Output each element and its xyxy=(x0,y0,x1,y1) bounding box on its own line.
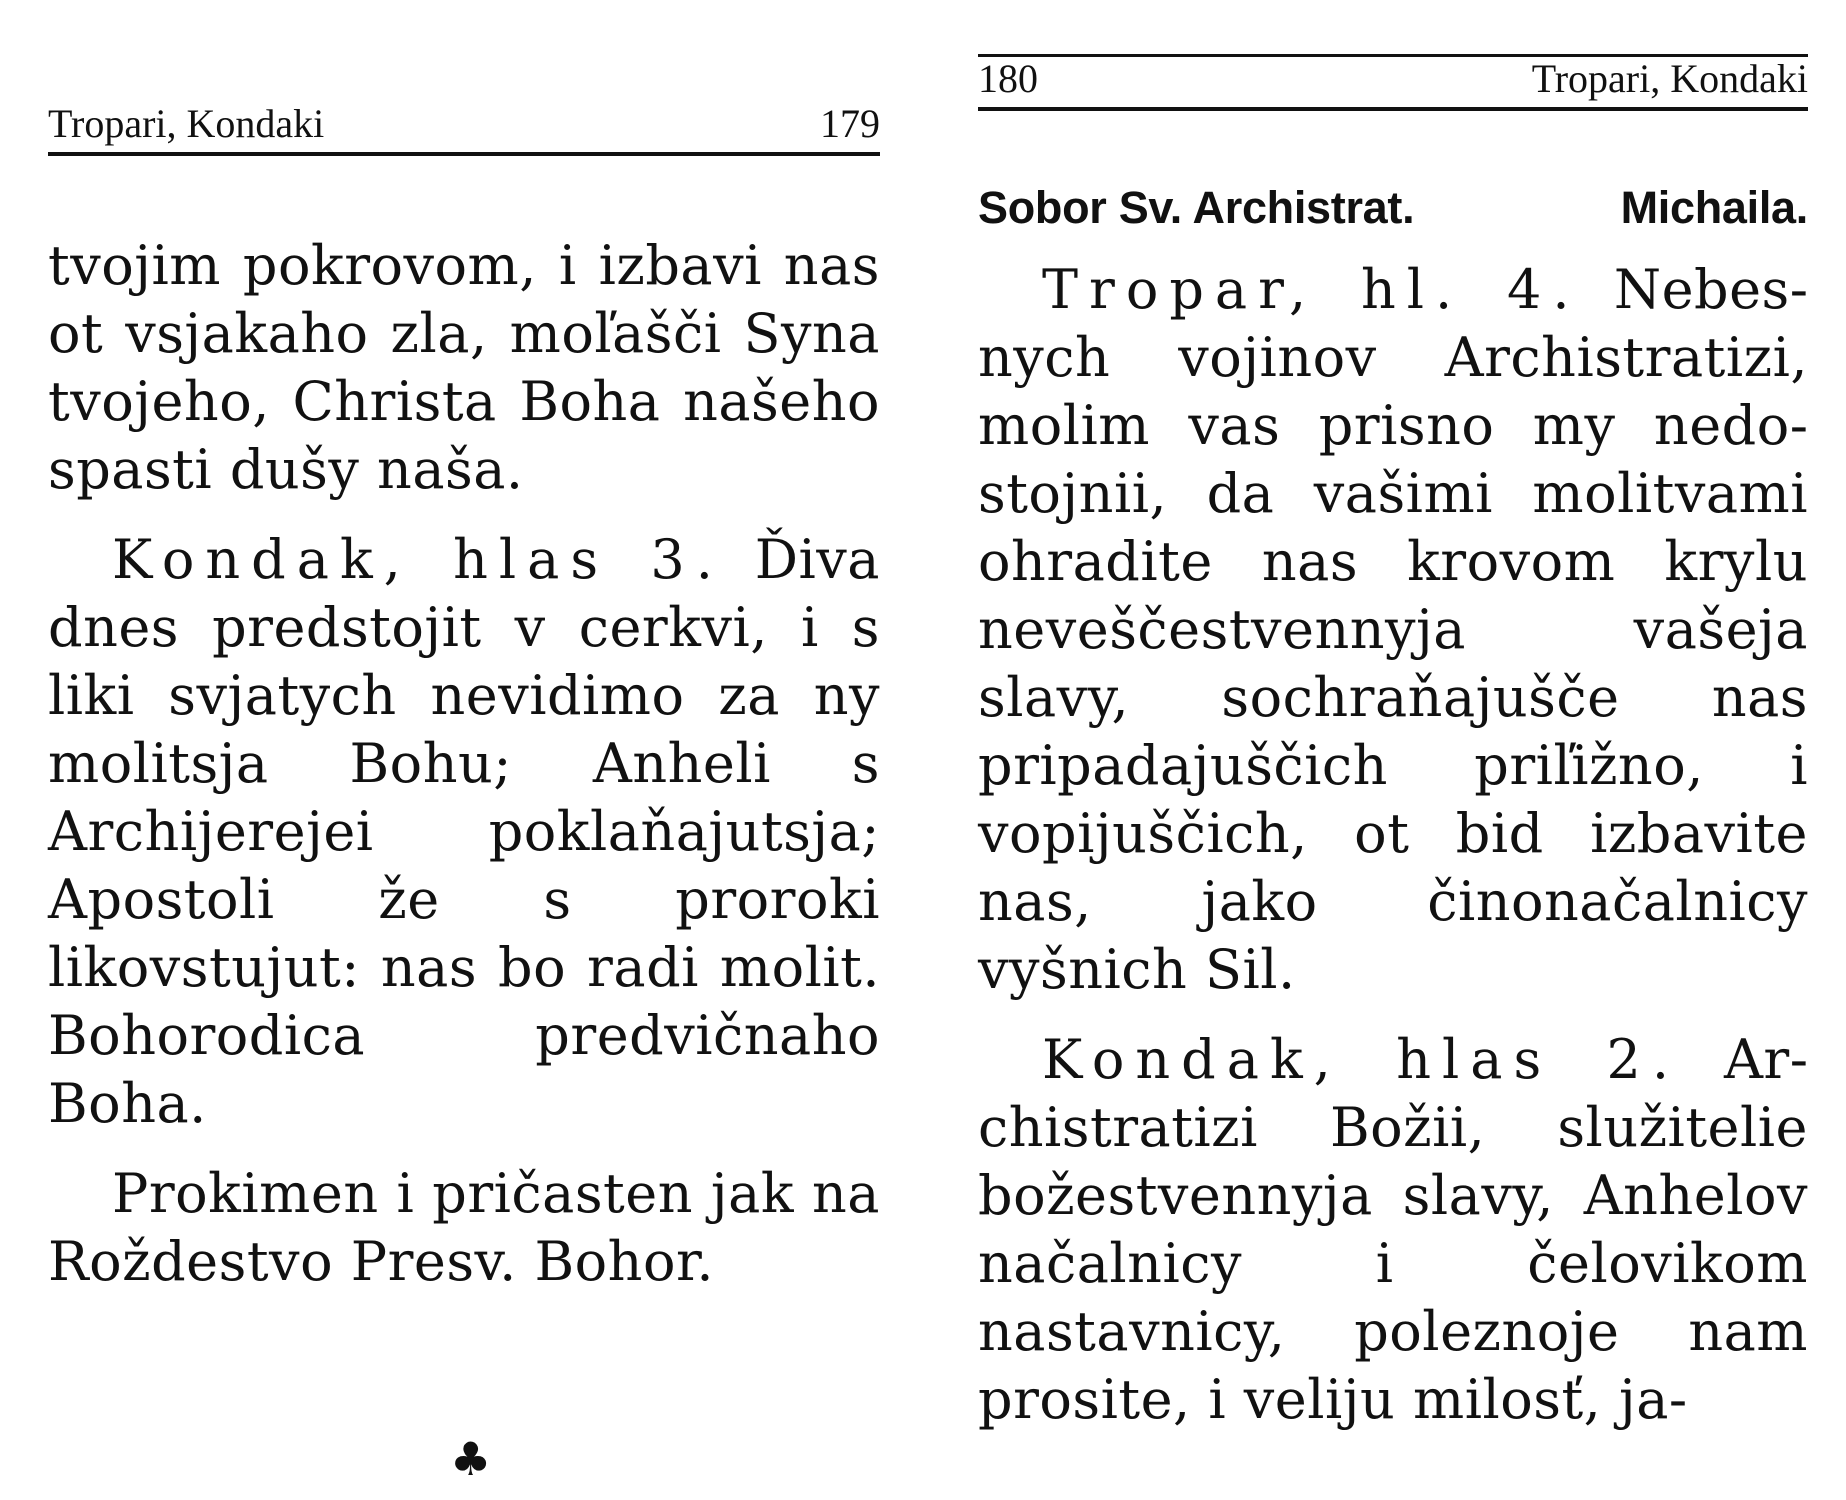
kondak-text-right: Archistratizi Božii, služitelie božestvennyja slavy, Anhelov načalnicy i čelovikom nastavnicy, poleznoje nam prosite, i veliju milosť, ja- xyxy=(978,1028,1808,1431)
feast-title xyxy=(978,180,1808,236)
tropar-text: Nebesnych vojinov Archistratizi, molim vas prisno my nedostojnii, da vašimi molitvami ohradite nas krovom krylu neveščestvennyja vašeja slavy, sochraňajušče nas pripadajuščich priľižno, i vopijuščich, ot bid izbavite nas, jako činonačalnicy vyšnich Sil. xyxy=(978,258,1809,1001)
right-running-head xyxy=(978,54,1808,111)
left-body-text xyxy=(48,232,880,1296)
left-page-number: 179 xyxy=(820,101,880,146)
kondak-heading: Kondak, hlas 3. xyxy=(112,528,724,591)
left-running-head xyxy=(48,101,880,156)
left-header-title: Tropari, Kondaki xyxy=(48,101,325,146)
kondak-heading-right: Kondak, hlas 2. xyxy=(1042,1028,1681,1091)
tropar-heading: Tropar, hl. 4. xyxy=(1042,258,1581,321)
kondak-paragraph xyxy=(48,526,880,1138)
kondak-text: Ďiva dnes predstojit v cerkvi, i s liki svjatych nevidimo za ny molitsja Bohu; Anheli s Archijerejei poklaňajutsja; Apostoli že s proroki likovstujut: nas bo radi molit. Bohorodica predvičnaho Boha. xyxy=(48,528,881,1135)
right-page-number: 180 xyxy=(978,56,1038,101)
prokimen-paragraph: Prokimen i pričasten jak na Roždestvo Presv. Bohor. xyxy=(48,1162,880,1293)
right-header-title: Tropari, Kondaki xyxy=(1531,56,1808,101)
feast-title-left: Sobor Sv. Archistrat. xyxy=(978,182,1415,233)
right-body-text xyxy=(978,256,1808,1434)
tropar-paragraph xyxy=(978,256,1808,1004)
continuation-paragraph: tvojim pokrovom, i izbavi nas ot vsjakaho zla, moľašči Syna tvojeho, Christa Boha našeho spasti dušy naša. xyxy=(48,234,880,501)
feast-title-right: Michaila. xyxy=(1620,182,1808,233)
kondak-paragraph-right xyxy=(978,1026,1808,1434)
club-ornament: ♣ xyxy=(450,1432,492,1486)
